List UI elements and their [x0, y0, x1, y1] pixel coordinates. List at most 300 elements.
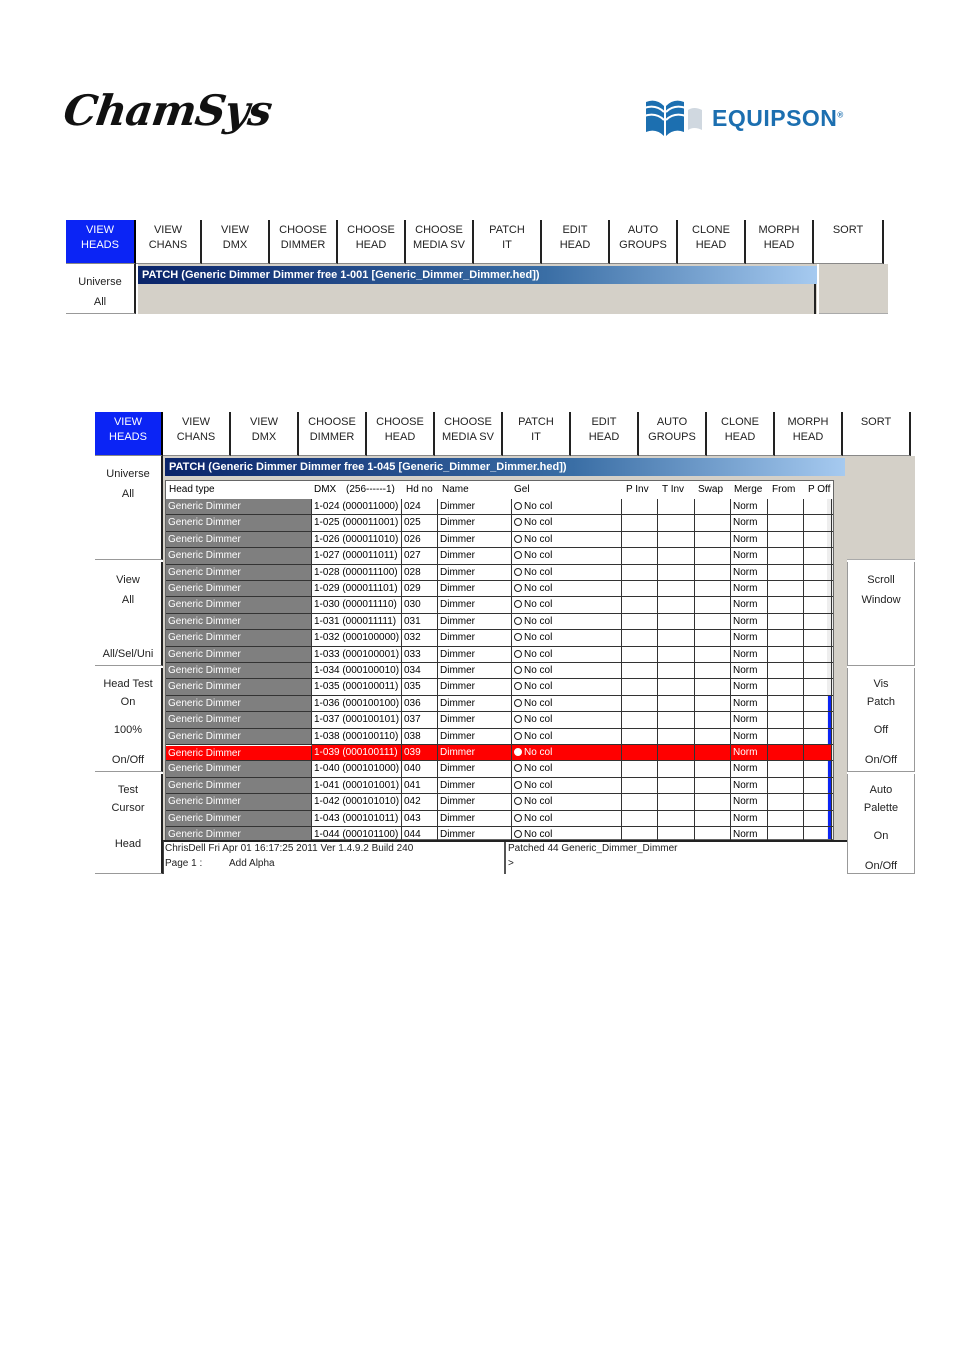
empty-cell[interactable] [768, 565, 804, 580]
hd-cell[interactable]: 042 [402, 794, 438, 809]
softkey-view-chans-button[interactable] [136, 220, 202, 264]
name-cell[interactable]: Dimmer [438, 794, 512, 809]
merge-cell[interactable]: Norm [731, 548, 768, 563]
table-row[interactable] [166, 696, 833, 712]
empty-cell[interactable] [622, 499, 658, 514]
name-cell[interactable]: Dimmer [438, 679, 512, 694]
softkey-choose-dimmer-button[interactable] [299, 412, 367, 456]
ht-cell[interactable]: Generic Dimmer [166, 696, 312, 711]
table-row[interactable] [166, 778, 833, 794]
table-row[interactable] [166, 811, 833, 827]
col-p-inv[interactable]: P Inv [626, 484, 649, 495]
empty-cell[interactable] [695, 548, 731, 563]
col-swap[interactable]: Swap [698, 484, 724, 495]
ht-cell[interactable]: Generic Dimmer [166, 647, 312, 662]
merge-cell[interactable]: Norm [731, 827, 768, 842]
merge-cell[interactable]: Norm [731, 712, 768, 727]
empty-cell[interactable] [768, 679, 804, 694]
name-cell[interactable]: Dimmer [438, 778, 512, 793]
softkey-auto-groups-button[interactable] [610, 220, 678, 264]
softkey-view-dmx-button[interactable] [202, 220, 270, 264]
col-hd-no[interactable]: Hd no [406, 484, 433, 495]
ht-cell[interactable]: Generic Dimmer [166, 712, 312, 727]
empty-cell[interactable] [804, 712, 832, 727]
empty-cell[interactable] [768, 597, 804, 612]
gel-cell[interactable] [512, 565, 622, 580]
table-row[interactable] [166, 794, 833, 810]
col-dmx[interactable]: DMX [314, 484, 337, 495]
empty-cell[interactable] [658, 647, 695, 662]
softkey-choose-media-sv-button[interactable] [435, 412, 503, 456]
view-button[interactable] [95, 562, 163, 666]
empty-cell[interactable] [804, 614, 832, 629]
empty-cell[interactable] [658, 745, 695, 760]
empty-cell[interactable] [804, 630, 832, 645]
name-cell[interactable]: Dimmer [438, 548, 512, 563]
softkey-view-heads-button[interactable] [66, 220, 136, 264]
empty-cell[interactable] [804, 745, 832, 760]
col-gel[interactable]: Gel [514, 484, 530, 495]
gel-label: No col [524, 747, 553, 758]
name-cell[interactable]: Dimmer [438, 647, 512, 662]
dmx-cell[interactable]: 1-031 (000011111) [312, 614, 402, 629]
dmx-cell[interactable]: 1-044 (000101100) [312, 827, 402, 842]
empty-cell[interactable] [622, 647, 658, 662]
dmx-cell[interactable]: 1-043 (000101011) [312, 811, 402, 826]
table-row[interactable] [166, 565, 833, 581]
name-cell[interactable]: Dimmer [438, 499, 512, 514]
scroll-label: Scroll [867, 574, 895, 586]
hd-cell[interactable]: 025 [402, 515, 438, 530]
softkey-label-line2: CHANS [176, 431, 216, 443]
merge-cell[interactable]: Norm [731, 581, 768, 596]
gel-cell[interactable] [512, 729, 622, 744]
softkey-patch-it-button[interactable] [474, 220, 542, 264]
name-cell[interactable]: Dimmer [438, 811, 512, 826]
merge-cell[interactable]: Norm [731, 647, 768, 662]
gel-cell[interactable] [512, 745, 622, 760]
empty-cell[interactable] [622, 630, 658, 645]
dmx-cell[interactable]: 1-025 (000011001) [312, 515, 402, 530]
merge-cell[interactable]: Norm [731, 499, 768, 514]
empty-cell[interactable] [804, 663, 832, 678]
merge-cell[interactable]: Norm [731, 729, 768, 744]
empty-cell[interactable] [658, 679, 695, 694]
softkey-patch-it-button[interactable] [503, 412, 571, 456]
command-prompt[interactable]: > [508, 858, 514, 869]
table-row[interactable] [166, 532, 833, 548]
ht-cell[interactable]: Generic Dimmer [166, 565, 312, 580]
ht-cell[interactable]: Generic Dimmer [166, 499, 312, 514]
empty-cell[interactable] [804, 532, 832, 547]
gel-cell[interactable] [512, 647, 622, 662]
empty-cell[interactable] [695, 630, 731, 645]
empty-cell[interactable] [622, 581, 658, 596]
col-head-type[interactable]: Head type [169, 484, 215, 495]
merge-cell[interactable]: Norm [731, 532, 768, 547]
empty-cell[interactable] [622, 565, 658, 580]
ht-cell[interactable]: Generic Dimmer [166, 663, 312, 678]
empty-cell[interactable] [622, 663, 658, 678]
status-mode: Add Alpha [229, 858, 275, 869]
softkey-view-chans-button[interactable] [163, 412, 231, 456]
empty-cell[interactable] [658, 778, 695, 793]
empty-cell[interactable] [768, 581, 804, 596]
hd-cell[interactable]: 037 [402, 712, 438, 727]
empty-cell[interactable] [804, 679, 832, 694]
empty-cell[interactable] [658, 581, 695, 596]
empty-cell[interactable] [695, 614, 731, 629]
empty-cell[interactable] [622, 761, 658, 776]
name-cell[interactable]: Dimmer [438, 630, 512, 645]
auto-palette-button[interactable] [847, 774, 915, 874]
universe-button[interactable] [95, 456, 163, 560]
ht-cell[interactable]: Generic Dimmer [166, 745, 312, 760]
ht-cell[interactable]: Generic Dimmer [166, 679, 312, 694]
gel-label: No col [524, 829, 553, 840]
empty-cell[interactable] [658, 712, 695, 727]
merge-cell[interactable]: Norm [731, 663, 768, 678]
empty-cell[interactable] [804, 647, 832, 662]
empty-cell[interactable] [695, 745, 731, 760]
gel-cell[interactable] [512, 614, 622, 629]
empty-cell[interactable] [622, 712, 658, 727]
empty-cell[interactable] [768, 761, 804, 776]
dmx-cell[interactable]: 1-032 (000100000) [312, 630, 402, 645]
name-cell[interactable]: Dimmer [438, 614, 512, 629]
table-row[interactable] [166, 679, 833, 695]
softkey-sort-button[interactable] [814, 220, 884, 264]
empty-cell[interactable] [695, 499, 731, 514]
softkey-choose-media-sv-button[interactable] [406, 220, 474, 264]
gel-cell[interactable] [512, 696, 622, 711]
ht-cell[interactable]: Generic Dimmer [166, 811, 312, 826]
hd-cell[interactable]: 043 [402, 811, 438, 826]
empty-cell[interactable] [658, 532, 695, 547]
hd-cell[interactable]: 031 [402, 614, 438, 629]
dmx-cell[interactable]: 1-024 (000011000) [312, 499, 402, 514]
empty-cell[interactable] [768, 745, 804, 760]
dmx-cell[interactable]: 1-029 (000011101) [312, 581, 402, 596]
empty-cell[interactable] [695, 794, 731, 809]
hd-cell[interactable]: 041 [402, 778, 438, 793]
hd-cell[interactable]: 029 [402, 581, 438, 596]
gel-cell[interactable] [512, 663, 622, 678]
table-row[interactable] [166, 761, 833, 777]
hd-cell[interactable]: 035 [402, 679, 438, 694]
softkey-view-heads-button[interactable] [95, 412, 163, 456]
empty-cell[interactable] [695, 712, 731, 727]
gel-cell[interactable] [512, 778, 622, 793]
table-row[interactable] [166, 499, 833, 515]
col-from[interactable]: From [772, 484, 796, 495]
dmx-cell[interactable]: 1-039 (000100111) [312, 745, 402, 760]
empty-cell[interactable] [695, 729, 731, 744]
ht-cell[interactable]: Generic Dimmer [166, 778, 312, 793]
dmx-cell[interactable]: 1-028 (000011100) [312, 565, 402, 580]
empty-cell[interactable] [695, 515, 731, 530]
table-row[interactable] [166, 548, 833, 564]
empty-cell[interactable] [658, 597, 695, 612]
softkey-clone-head-button[interactable] [678, 220, 746, 264]
empty-cell[interactable] [695, 647, 731, 662]
empty-cell[interactable] [658, 761, 695, 776]
dmx-cell[interactable]: 1-036 (000100100) [312, 696, 402, 711]
softkey-view-dmx-button[interactable] [231, 412, 299, 456]
dmx-cell[interactable]: 1-037 (000100101) [312, 712, 402, 727]
empty-cell[interactable] [622, 614, 658, 629]
empty-cell[interactable] [695, 696, 731, 711]
empty-cell[interactable] [768, 811, 804, 826]
empty-cell[interactable] [804, 581, 832, 596]
empty-cell[interactable] [768, 794, 804, 809]
name-cell[interactable]: Dimmer [438, 827, 512, 842]
empty-cell[interactable] [768, 729, 804, 744]
dmx-cell[interactable]: 1-041 (000101001) [312, 778, 402, 793]
hd-cell[interactable]: 039 [402, 745, 438, 760]
table-row[interactable] [166, 647, 833, 663]
gel-label: No col [524, 665, 553, 676]
col-t-inv[interactable]: T Inv [662, 484, 685, 495]
name-cell[interactable]: Dimmer [438, 761, 512, 776]
empty-cell[interactable] [695, 581, 731, 596]
empty-cell[interactable] [768, 532, 804, 547]
gel-cell[interactable] [512, 548, 622, 563]
dmx-cell[interactable]: 1-033 (000100001) [312, 647, 402, 662]
col-p-off[interactable]: P Off [808, 484, 831, 495]
vis-patch-button[interactable] [847, 668, 915, 772]
name-cell[interactable]: Dimmer [438, 565, 512, 580]
merge-cell[interactable]: Norm [731, 794, 768, 809]
gel-cell[interactable] [512, 811, 622, 826]
empty-cell[interactable] [768, 712, 804, 727]
head-label: Head [114, 838, 142, 850]
ht-cell[interactable]: Generic Dimmer [166, 827, 312, 842]
empty-cell[interactable] [622, 532, 658, 547]
empty-cell[interactable] [804, 565, 832, 580]
gel-cell[interactable] [512, 712, 622, 727]
name-cell[interactable]: Dimmer [438, 663, 512, 678]
table-row[interactable] [166, 663, 833, 679]
ht-cell[interactable]: Generic Dimmer [166, 548, 312, 563]
name-cell[interactable]: Dimmer [438, 745, 512, 760]
empty-cell[interactable] [695, 565, 731, 580]
empty-cell[interactable] [768, 696, 804, 711]
empty-cell[interactable] [768, 614, 804, 629]
merge-cell[interactable]: Norm [731, 597, 768, 612]
name-cell[interactable]: Dimmer [438, 729, 512, 744]
empty-cell[interactable] [658, 499, 695, 514]
hd-cell[interactable]: 030 [402, 597, 438, 612]
ht-cell[interactable]: Generic Dimmer [166, 794, 312, 809]
empty-cell[interactable] [622, 745, 658, 760]
name-cell[interactable]: Dimmer [438, 696, 512, 711]
hd-cell[interactable]: 036 [402, 696, 438, 711]
dmx-cell[interactable]: 1-026 (000011010) [312, 532, 402, 547]
table-row[interactable] [166, 745, 833, 761]
empty-cell[interactable] [658, 565, 695, 580]
softkey-clone-head-button[interactable] [707, 412, 775, 456]
empty-cell[interactable] [804, 778, 832, 793]
empty-cell[interactable] [804, 811, 832, 826]
hd-cell[interactable]: 027 [402, 548, 438, 563]
empty-cell[interactable] [622, 729, 658, 744]
dmx-cell[interactable]: 1-035 (000100011) [312, 679, 402, 694]
gel-cell[interactable] [512, 532, 622, 547]
test-cursor-button[interactable] [95, 774, 163, 874]
ht-cell[interactable]: Generic Dimmer [166, 630, 312, 645]
empty-cell[interactable] [695, 597, 731, 612]
merge-cell[interactable]: Norm [731, 515, 768, 530]
scroll-window-button[interactable] [847, 562, 915, 666]
empty-cell[interactable] [658, 811, 695, 826]
empty-cell[interactable] [622, 597, 658, 612]
table-row[interactable] [166, 597, 833, 613]
merge-cell[interactable]: Norm [731, 811, 768, 826]
ht-cell[interactable]: Generic Dimmer [166, 581, 312, 596]
empty-cell[interactable] [695, 778, 731, 793]
dmx-cell[interactable]: 1-040 (000101000) [312, 761, 402, 776]
hd-cell[interactable]: 040 [402, 761, 438, 776]
empty-cell[interactable] [658, 663, 695, 678]
auto-palette-value: On [873, 830, 889, 842]
empty-cell[interactable] [768, 630, 804, 645]
gel-cell[interactable] [512, 515, 622, 530]
empty-cell[interactable] [768, 499, 804, 514]
empty-cell[interactable] [658, 548, 695, 563]
empty-cell[interactable] [695, 679, 731, 694]
name-cell[interactable]: Dimmer [438, 515, 512, 530]
empty-cell[interactable] [804, 761, 832, 776]
empty-cell[interactable] [768, 647, 804, 662]
hd-cell[interactable]: 026 [402, 532, 438, 547]
empty-cell[interactable] [622, 548, 658, 563]
empty-cell[interactable] [804, 515, 832, 530]
col-merge[interactable]: Merge [734, 484, 763, 495]
col-name[interactable]: Name [442, 484, 469, 495]
empty-cell[interactable] [622, 811, 658, 826]
ht-cell[interactable]: Generic Dimmer [166, 532, 312, 547]
empty-cell[interactable] [622, 679, 658, 694]
gel-cell[interactable] [512, 761, 622, 776]
empty-cell[interactable] [658, 515, 695, 530]
softkey-edit-head-button[interactable] [571, 412, 639, 456]
gel-cell[interactable] [512, 581, 622, 596]
empty-cell[interactable] [804, 597, 832, 612]
empty-cell[interactable] [695, 532, 731, 547]
hd-cell[interactable]: 024 [402, 499, 438, 514]
gel-cell[interactable] [512, 630, 622, 645]
empty-cell[interactable] [768, 548, 804, 563]
empty-cell[interactable] [658, 696, 695, 711]
empty-cell[interactable] [622, 696, 658, 711]
gel-cell[interactable] [512, 679, 622, 694]
gel-cell[interactable] [512, 597, 622, 612]
merge-cell[interactable]: Norm [731, 778, 768, 793]
table-row[interactable] [166, 581, 833, 597]
empty-cell[interactable] [658, 630, 695, 645]
empty-cell[interactable] [804, 696, 832, 711]
dmx-cell[interactable]: 1-030 (000011110) [312, 597, 402, 612]
merge-cell[interactable]: Norm [731, 696, 768, 711]
empty-cell[interactable] [804, 729, 832, 744]
softkey-sort-button[interactable] [843, 412, 911, 456]
name-cell[interactable]: Dimmer [438, 581, 512, 596]
empty-cell[interactable] [804, 499, 832, 514]
hd-cell[interactable]: 028 [402, 565, 438, 580]
softkey-choose-head-button[interactable] [338, 220, 406, 264]
empty-cell[interactable] [804, 794, 832, 809]
hd-cell[interactable]: 034 [402, 663, 438, 678]
softkey-auto-groups-button[interactable] [639, 412, 707, 456]
dmx-cell[interactable]: 1-042 (000101010) [312, 794, 402, 809]
ht-cell[interactable]: Generic Dimmer [166, 614, 312, 629]
table-row[interactable] [166, 729, 833, 745]
empty-cell[interactable] [658, 614, 695, 629]
empty-cell[interactable] [768, 515, 804, 530]
name-cell[interactable]: Dimmer [438, 597, 512, 612]
empty-cell[interactable] [695, 811, 731, 826]
gel-cell[interactable] [512, 794, 622, 809]
vis-patch-options: On/Off [864, 754, 898, 766]
merge-cell[interactable]: Norm [731, 679, 768, 694]
empty-cell[interactable] [622, 778, 658, 793]
merge-cell[interactable]: Norm [731, 761, 768, 776]
table-row[interactable] [166, 614, 833, 630]
empty-cell[interactable] [658, 794, 695, 809]
empty-cell[interactable] [768, 778, 804, 793]
empty-cell[interactable] [658, 729, 695, 744]
hd-cell[interactable]: 033 [402, 647, 438, 662]
softkey-label-line2: HEAD [559, 239, 591, 251]
empty-cell[interactable] [695, 761, 731, 776]
softkey-morph-head-button[interactable] [775, 412, 843, 456]
hd-cell[interactable]: 038 [402, 729, 438, 744]
table-row[interactable] [166, 515, 833, 531]
ht-cell[interactable]: Generic Dimmer [166, 761, 312, 776]
softkey-choose-head-button[interactable] [367, 412, 435, 456]
merge-cell[interactable]: Norm [731, 745, 768, 760]
dmx-cell[interactable]: 1-038 (000100110) [312, 729, 402, 744]
ht-cell[interactable]: Generic Dimmer [166, 515, 312, 530]
merge-cell[interactable]: Norm [731, 565, 768, 580]
softkey-morph-head-button[interactable] [746, 220, 814, 264]
table-row[interactable] [166, 630, 833, 646]
softkey-choose-dimmer-button[interactable] [270, 220, 338, 264]
empty-cell[interactable] [768, 663, 804, 678]
hd-cell[interactable]: 044 [402, 827, 438, 842]
merge-cell[interactable]: Norm [731, 614, 768, 629]
dmx-cell[interactable]: 1-034 (000100010) [312, 663, 402, 678]
dmx-cell[interactable]: 1-027 (000011011) [312, 548, 402, 563]
softkey-label-line2: HEAD [355, 239, 387, 251]
name-cell[interactable]: Dimmer [438, 532, 512, 547]
merge-cell[interactable]: Norm [731, 630, 768, 645]
empty-cell[interactable] [622, 515, 658, 530]
empty-cell[interactable] [804, 548, 832, 563]
hd-cell[interactable]: 032 [402, 630, 438, 645]
empty-cell[interactable] [622, 794, 658, 809]
softkey-edit-head-button[interactable] [542, 220, 610, 264]
gel-cell[interactable] [512, 499, 622, 514]
universe-button[interactable] [66, 264, 136, 314]
ht-cell[interactable]: Generic Dimmer [166, 729, 312, 744]
empty-cell[interactable] [695, 663, 731, 678]
head-test-button[interactable] [95, 668, 163, 772]
ht-cell[interactable]: Generic Dimmer [166, 597, 312, 612]
name-cell[interactable]: Dimmer [438, 712, 512, 727]
table-row[interactable] [166, 712, 833, 728]
